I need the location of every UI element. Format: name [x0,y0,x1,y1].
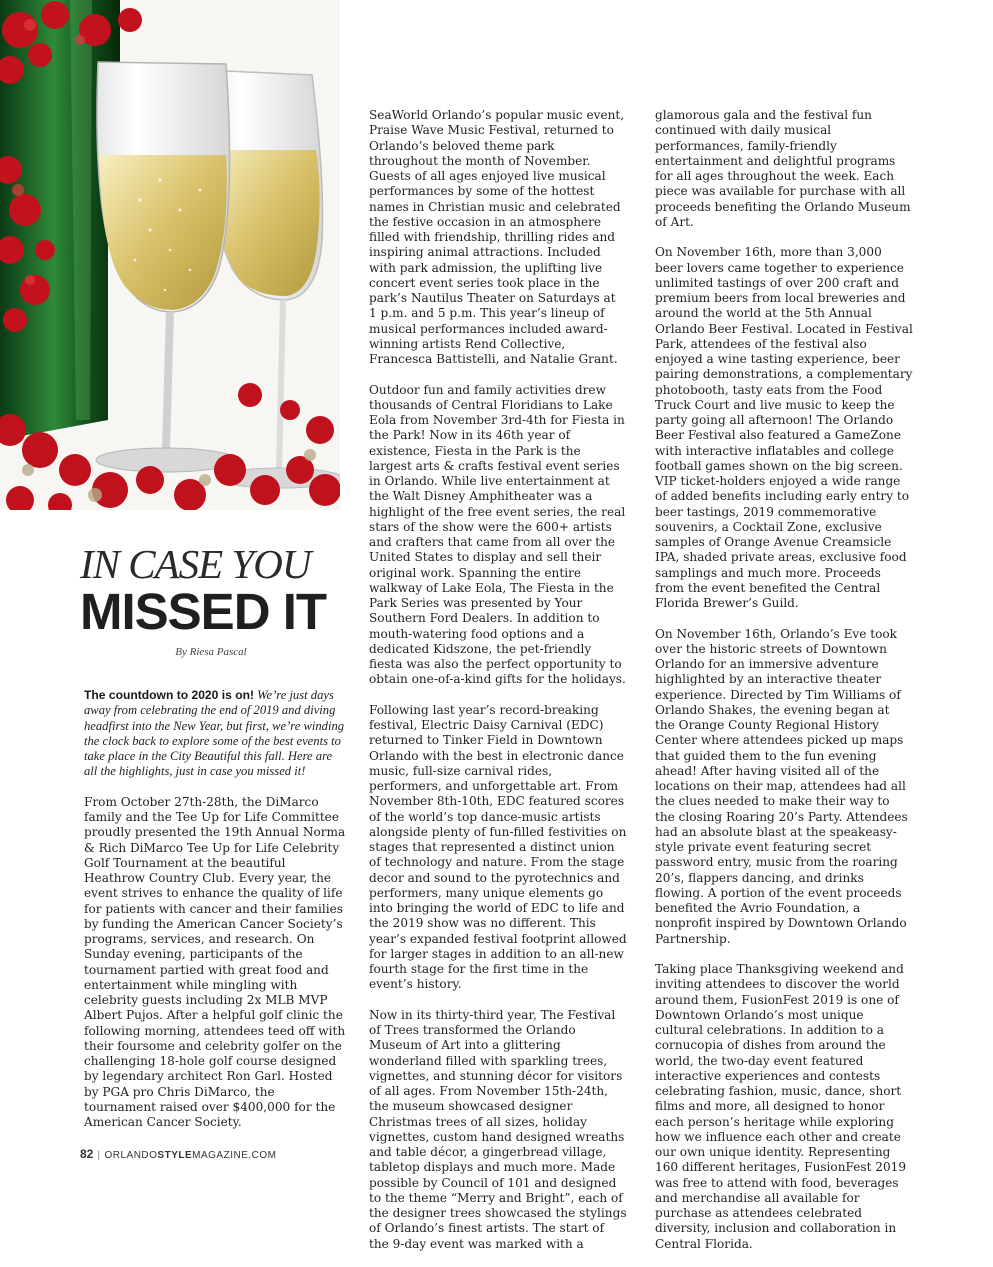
title-line-2: MISSED IT [80,583,327,640]
column-3 [655,108,913,1267]
article-title [80,542,342,638]
paragraph-fiesta-in-the-park: Outdoor fun and family activities drew thousands of Central Floridians to Lake Eola from November 3rd-4th for Fiesta in the Park! Now in its 46th year of existence, Fiesta in the Park is the largest arts & crafts festival event series in Orlando. While live entertainment at the Walt Disney Amphitheater was a highlight of the free event series, the real stars of the show were the 600+ artists and crafters that came from all over the United States to display and sell their original work. Spanning the entire walkway of Lake Eola, The Fiesta in the Park Series was presented by Your Southern Ford Dealers. In addition to mouth-watering food options and a dedicated Kidszone, the pet-friendly fiesta was also the perfect opportunity to obtain one-of-a-kind gifts for the holidays. [369,382,626,687]
site-name-prefix: ORLANDO [104,1150,158,1161]
intro-text: We’re just days away from celebrating the end of 2019 and diving headfirst into the New Year, but first, we’re winding the clock back to explore some of the best events to take place in the City Beautiful this fall. Here are all the highlights, just in case you missed it! [84,688,345,779]
champagne-photo [0,0,340,510]
page-footer [80,1147,277,1161]
column-1 [84,688,346,1146]
paragraph-fusionfest: Taking place Thanksgiving weekend and inviting attendees to discover the world around them, FusionFest 2019 is one of Downtown Orlando’s most unique cultural celebrations. In addition to a cornucopia of dishes from around the world, the two-day event featured interactive experiences and contests celebrating fashion, music, dance, short films and more, all designed to honor each person’s heritage while exploring how we influence each other and create our own unique identity. Representing 160 different heritages, FusionFest 2019 was free to attend with food, beverages and merchandise all available for purchase as attendees celebrated diversity, inclusion and collaboration in Central Florida. [655,962,907,1251]
site-name-suffix: MAGAZINE.COM [192,1150,277,1161]
paragraph-praise-wave: SeaWorld Orlando’s popular music event, Praise Wave Music Festival, returned to Orlando’s beloved theme park throughout the month of November. Guests of all ages enjoyed live musical performances by some of the hottest names in Christian music and celebrated the festive occasion in an atmosphere filled with friendship, thrilling rides and inspiring animal attractions. Included with park admission, the uplifting live concert event series took place in the park’s Nautilus Theater on Saturdays at 1 p.m. and 5 p.m. This year’s lineup of musical performances included award-winning artists Rend Collective, Francesca Battistelli, and Natalie Grant. [369,108,625,366]
paragraph-orlandos-eve: On November 16th, Orlando’s Eve took over the historic streets of Downtown Orlando for an immersive adventure highlighted by an interactive theater experience. Directed by Tim Williams of Orlando Shakes, the evening began at the Orange County Regional History Center where attendees picked up maps that guided them to the fun evening ahead! After having visited all of the locations on their map, attendees had all the clues needed to make their way to the closing Roaring 20’s Party. Attendees had an absolute blast at the speakeasy-style private event featuring secret password entry, music from the roaring 20’s, flappers dancing, and drinks flowing. A portion of the event proceeds benefited the Avrio Foundation, a nonprofit inspired by Downtown Orlando Partnership. [655,626,908,946]
column-2 [369,108,627,1267]
title-line-1: IN CASE YOU [80,541,311,587]
page-number: 82 [80,1147,94,1161]
paragraph-festival-of-trees-cont: glamorous gala and the festival fun continued with daily musical performances, family-friendly entertainment and delightful programs for all ages throughout the week. Each piece was available for purchase with all proceeds benefiting the Orlando Museum of Art. [655,108,911,229]
intro-paragraph [84,688,346,780]
paragraph-edc: Following last year’s record-breaking festival, Electric Daisy Carnival (EDC) returned to Tinker Field in Downtown Orlando with the best in electronic dance music, full-size carnival rides, performers, and unforgettable art. From November 8th-10th, EDC featured scores of the world’s top dance-music artists alongside plenty of fun-filled festivities on stages that represented a distinct union of technology and nature. From the stage decor and sound to the pyrotechnics and performers, many unique elements go into bringing the world of EDC to life and the 2019 show was no different. This year’s expanded festival footprint allowed for larger stages in addition to an all-new fourth stage for the first time in the event’s history. [369,702,627,992]
paragraph-tee-up-for-life: From October 27th-28th, the DiMarco family and the Tee Up for Life Committee proudly presented the 19th Annual Norma & Rich DiMarco Tee Up for Life Celebrity Golf Tournament at the beautiful Heathrow Country Club. Every year, the event strives to enhance the quality of life for patients with cancer and their families by funding the American Cancer Society’s programs, services, and research. On Sunday evening, participants of the tournament partied with great food and entertainment while mingling with celebrity guests including 2x MLB MVP Albert Pujos. After a helpful golf clinic the following morning, attendees teed off with their foursome and celebrity golfer on the challenging 18-hole golf course designed by legendary architect Ron Garl. Hosted by PGA pro Chris DiMarco, the tournament raised over $400,000 for the American Cancer Society. [84,794,346,1129]
paragraph-festival-of-trees: Now in its thirty-third year, The Festival of Trees transformed the Orlando Museum of Art into a glittering wonderland filled with sparkling trees, vignettes, and stunning décor for visitors of all ages. From November 15th-24th, the museum showcased designer Christmas trees of all sizes, holiday vignettes, custom hand designed wreaths and table décor, a gingerbread village, tabletop displays and much more. Made possible by Council of 101 and designed to the theme “Merry and Bright”, each of the designer trees showcased the stylings of Orlando’s finest artists. The start of the 9-day event was marked with a [369,1007,627,1251]
intro-lead: The countdown to 2020 is on! [84,688,254,702]
footer-separator: | [97,1150,101,1161]
site-name-bold: STYLE [157,1150,193,1161]
hero-image-champagne [0,0,340,510]
byline: By Riesa Pascal [175,646,247,658]
paragraph-beer-festival: On November 16th, more than 3,000 beer lovers came together to experience unlimited tastings of over 200 craft and premium beers from local breweries and around the world at the 5th Annual Orlando Beer Festival. Located in Festival Park, attendees of the festival also enjoyed a wine tasting experience, beer pairing demonstrations, a complementary photobooth, tasty eats from the Food Truck Court and live music to keep the party going all afternoon! The Orlando Beer Festival also featured a GameZone with interactive inflatables and college football games shown on the big screen. VIP ticket-holders enjoyed a wide range of added benefits including early entry to beer tastings, 2019 commemorative souvenirs, a Cocktail Zone, exclusive samples of Orange Avenue Creamsicle IPA, shaded private areas, exclusive food samplings and much more. Proceeds from the event benefited the Central Florida Brewer’s Guild. [655,245,913,610]
